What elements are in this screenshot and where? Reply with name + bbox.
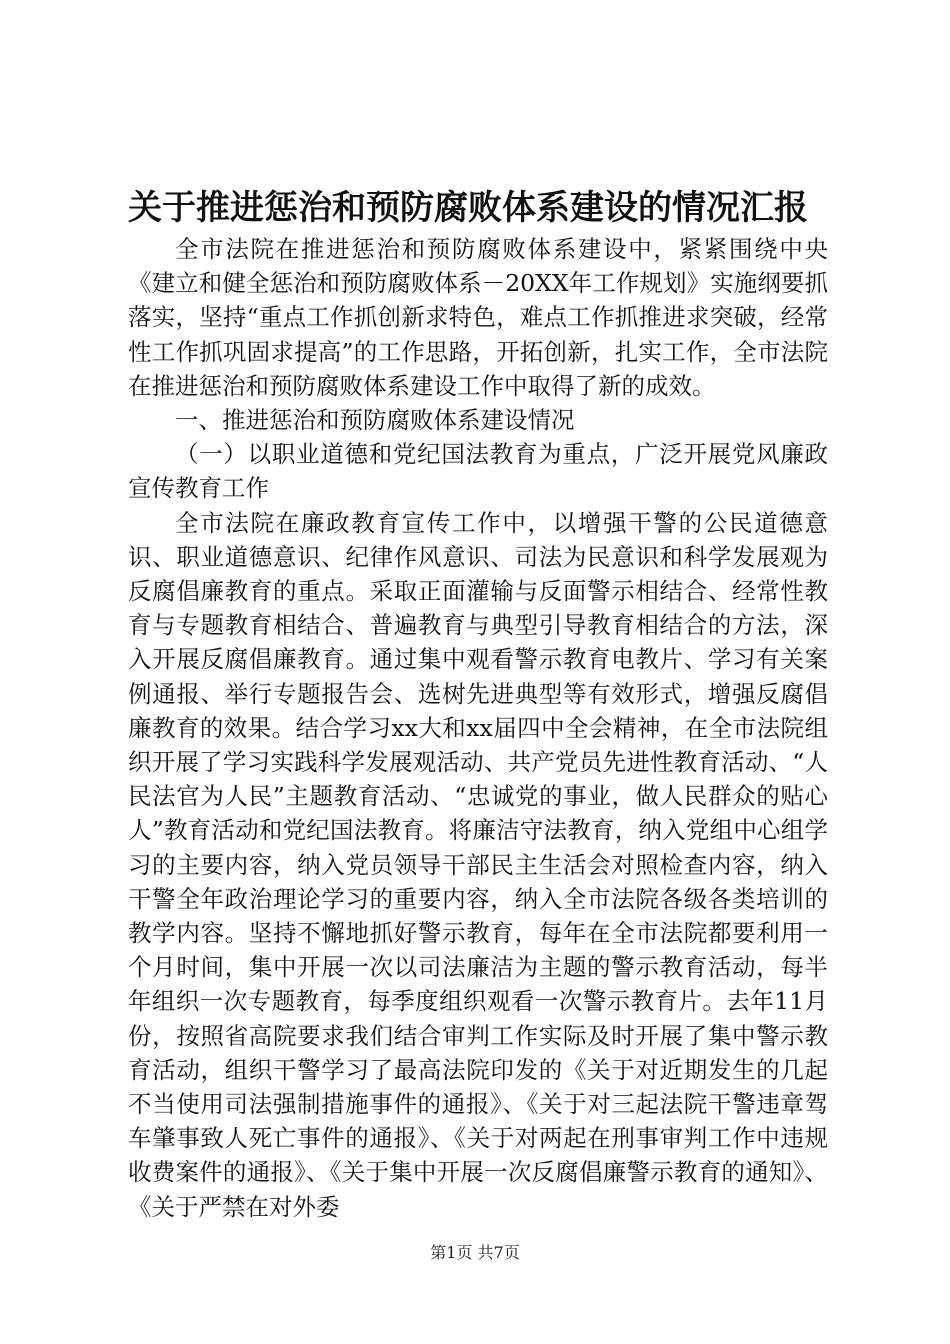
document-body xyxy=(128,232,828,1224)
intro-paragraph: 全市法院在推进惩治和预防腐败体系建设中，紧紧围绕中央《建立和健全惩治和预防腐败体系－20XX年工作规划》实施纲要抓落实，坚持“重点工作抓创新求特色，难点工作抓推进求突破，经常性工作抓巩固求提高”的工作思路，开拓创新，扎实工作，全市法院在推进惩治和预防腐败体系建设工作中取得了新的成效。 xyxy=(128,235,828,400)
section-heading: 一、推进惩治和预防腐败体系建设情况 xyxy=(175,406,575,435)
body-paragraph: 全市法院在廉政教育宣传工作中，以增强干警的公民道德意识、职业道德意识、纪律作风意识、司法为民意识和科学发展观为反腐倡廉教育的重点。采取正面灌输与反面警示相结合、经常性教育与专题教育相结合、普遍教育与典型引导教育相结合的方法，深入开展反腐倡廉教育。通过集中观看警示教育电教片、学习有关案例通报、举行专题报告会、选树先进典型等有效形式，增强反腐倡廉教育的效果。结合学习xx大和xx届四中全会精神，在全市法院组织开展了学习实践科学发展观活动、共产党员先进性教育活动、“人民法官为人民”主题教育活动、“忠诚党的事业，做人民群众的贴心人”教育活动和党纪国法教育。将廉洁守法教育，纳入党组中心组学习的主要内容，纳入党员领导干部民主生活会对照检查内容，纳入干警全年政治理论学习的重要内容，纳入全市法院各级各类培训的教学内容。坚持不懈地抓好警示教育，每年在全市法院都要利用一个月时间，集中开展一次以司法廉洁为主题的警示教育活动，每半年组织一次专题教育，每季度组织观看一次警示教育片。去年11月份，按照省高院要求我们结合审判工作实际及时开展了集中警示教育活动，组织干警学习了最高法院印发的《关于对近期发生的几起不当使用司法强制措施事件的通报》、《关于对三起法院干警违章驾车肇事致人死亡事件的通报》、《关于对两起在刑事审判工作中违规收费案件的通报》、《关于集中开展一次反腐倡廉警示教育的通知》、《关于严禁在对外委 xyxy=(128,508,828,1221)
page-footer: 第1页 共7页 xyxy=(430,1243,520,1262)
subsection-heading: （一）以职业道德和党纪国法教育为重点，广泛开展党风廉政宣传教育工作 xyxy=(128,440,828,503)
document-title: 关于推进惩治和预防腐败体系建设的情况汇报 xyxy=(128,188,808,228)
